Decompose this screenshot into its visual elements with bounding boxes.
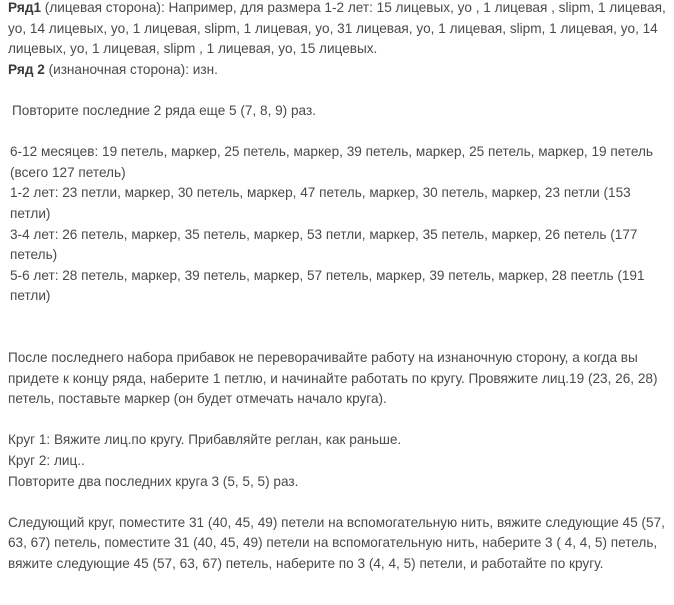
size-3-4-years: 3-4 лет: 26 петель, маркер, 35 петель, маркер, 53 петли, маркер, 35 петель, маркер, 26 петель (177 петель) [10, 226, 638, 263]
spacer [8, 122, 672, 143]
row2-label: Ряд 2 [8, 61, 45, 77]
spacer [8, 492, 672, 513]
size-1-2-years: 1-2 лет: 23 петли, маркер, 30 петель, маркер, 47 петель, маркер, 30 петель, маркер, 23 петли (153 петли) [10, 185, 631, 221]
after-increase-paragraph: После последнего набора прибавок не переворачивайте работу на изнаночную сторону, а когда вы придете к концу ряда, наберите 1 петлю, и начинайте работать по кругу. Провяжите лиц.19 (23, 26, 28) петель, поставьте маркер (он будет отмечать начало круга). [8, 350, 658, 407]
row1-paragraph [8, 0, 672, 60]
repeat-instruction: Повторите последние 2 ряда еще 5 (7, 8, 9) раз. [12, 102, 316, 118]
row1-label: Ряд1 [8, 0, 42, 15]
round2-line: Круг 2: лиц.. [8, 453, 85, 469]
size-6-12-months: 6-12 месяцев: 19 петель, маркер, 25 петель, маркер, 39 петель, маркер, 25 петель, маркер, 19 петель (всего 127 петель) [10, 144, 654, 180]
spacer [8, 410, 672, 431]
spacer [8, 307, 672, 348]
row1-text: (лицевая сторона): Например, для размера 1-2 лет: 15 лицевых, yo , 1 лицевая , slipm, 1 лицевая, yo, 14 лицевых, yo, 1 лицевая, slipm, 1 лицевая, yo, 31 лицевая, yo, 1 лицевая, slipm, 1 лицевая, yo, 14 лицевых, yo, 1 лицевая, slipm , 1 лицевая, yo, 15 лицевых. [8, 0, 666, 57]
spacer [8, 80, 672, 101]
round1-line: Круг 1: Вяжите лиц.по кругу. Прибавляйте реглан, как раньше. [8, 432, 402, 448]
rounds-repeat-line: Повторите два последних круга 3 (5, 5, 5) раз. [8, 473, 299, 489]
next-round-paragraph: Следующий круг, поместите 31 (40, 45, 49) петели на вспомогательную нить, вяжите следующие 45 (57, 63, 67) петель, поместите 31 (40, 45, 49) петели на вспомогательную нить, наберите 3 ( 4, 4, 5) петель, вяжите следующие 45 (57, 63, 67) петель, наберите по 3 (4, 4, 5) петели, и работайте по кругу. [8, 514, 665, 572]
row2-text: (изнаночная сторона): изн. [44, 61, 218, 77]
size-5-6-years: 5-6 лет: 28 петель, маркер, 39 петель, маркер, 57 петель, маркер, 39 петель, маркер, 28 пеетль (191 петли) [10, 267, 645, 304]
row2-paragraph [8, 60, 672, 81]
